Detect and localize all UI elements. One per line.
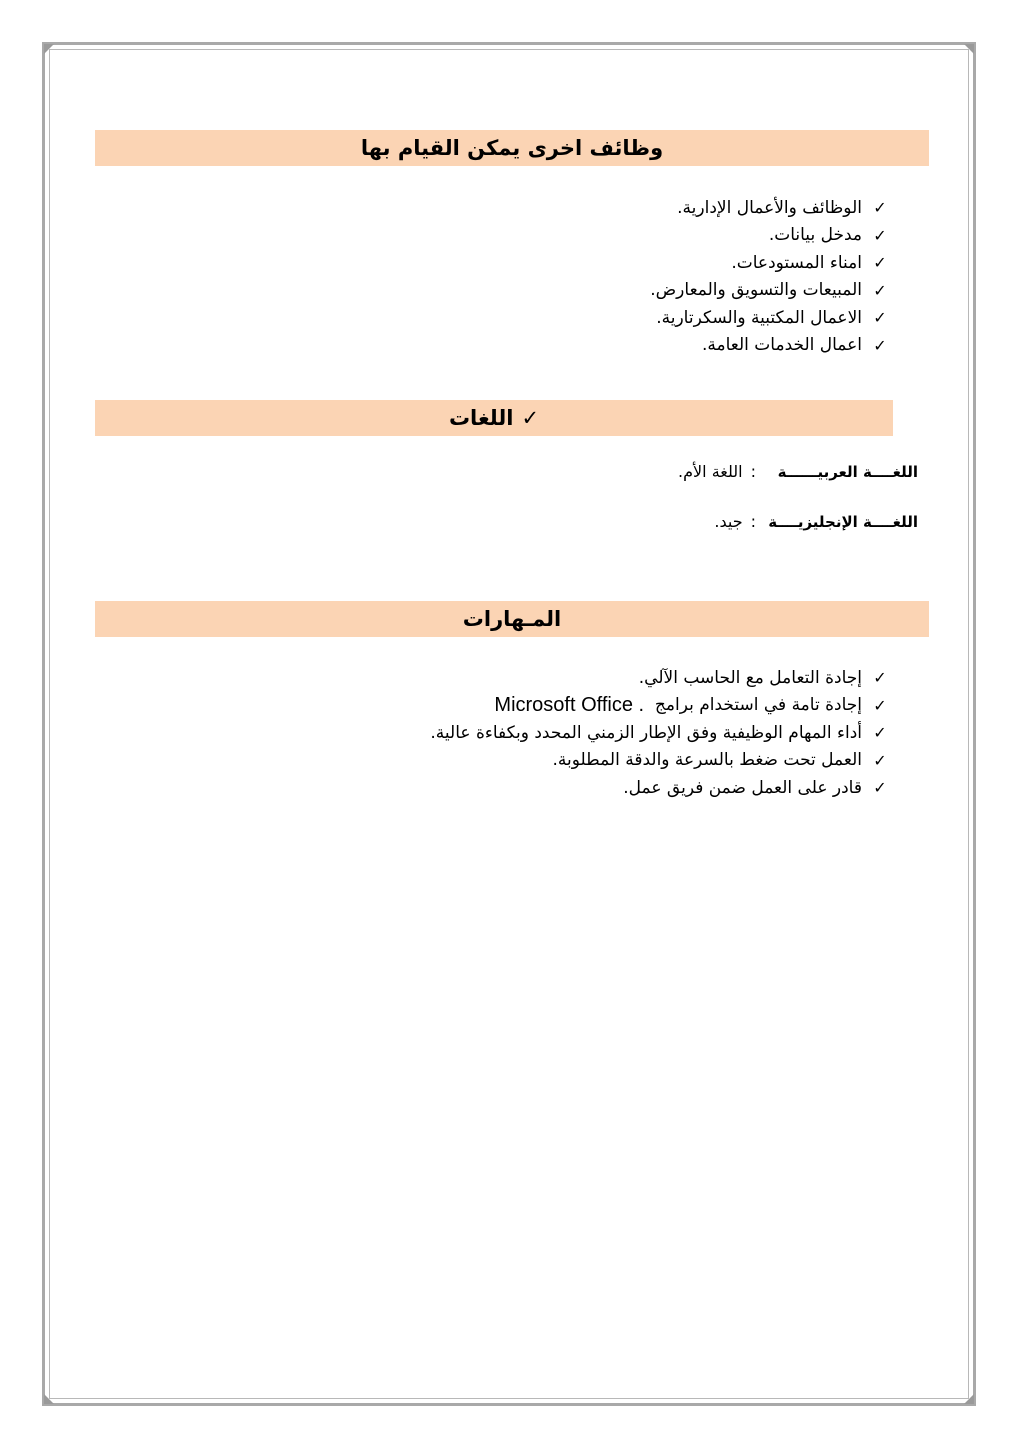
check-icon: ✓ bbox=[521, 406, 540, 430]
section-title: اللغات bbox=[448, 406, 514, 430]
list-item: ✓ العمل تحت ضغط بالسرعة والدقة المطلوبة. bbox=[552, 750, 887, 771]
section-header-other-jobs bbox=[95, 130, 929, 166]
check-icon: ✓ bbox=[873, 668, 887, 688]
language-row-english bbox=[714, 512, 918, 531]
language-row-arabic bbox=[678, 462, 918, 481]
check-icon: ✓ bbox=[873, 695, 887, 715]
section-title: وظائف اخرى يمكن القيام بها bbox=[360, 136, 664, 160]
check-icon: ✓ bbox=[873, 778, 887, 798]
corner-ornament-icon bbox=[44, 44, 54, 54]
check-icon: ✓ bbox=[873, 723, 887, 743]
language-level: جيد. bbox=[714, 512, 743, 531]
corner-ornament-icon bbox=[964, 44, 974, 54]
corner-ornament-icon bbox=[44, 1394, 54, 1404]
list-item: ✓ أداء المهام الوظيفية وفق الإطار الزمني المحدد وبكفاءة عالية. bbox=[430, 722, 887, 743]
section-header-languages bbox=[95, 400, 893, 436]
language-name: اللغــــة العربيــــــة bbox=[777, 462, 918, 481]
check-icon: ✓ bbox=[873, 335, 887, 355]
section-header-skills bbox=[95, 601, 929, 637]
check-icon: ✓ bbox=[873, 280, 887, 300]
check-icon: ✓ bbox=[873, 253, 887, 273]
other-jobs-list bbox=[650, 194, 888, 359]
section-title: المـهارات bbox=[462, 607, 562, 631]
check-icon: ✓ bbox=[873, 750, 887, 770]
list-item: ✓ امناء المستودعات. bbox=[731, 252, 887, 273]
list-item: ✓ الوظائف والأعمال الإدارية. bbox=[677, 197, 887, 218]
language-name: اللغــــة الإنجليزيــــة bbox=[768, 512, 918, 531]
list-item: ✓ إجادة تامة في استخدام برامج Microsoft Office . bbox=[494, 693, 887, 716]
check-icon: ✓ bbox=[873, 225, 887, 245]
separator: : bbox=[750, 462, 756, 481]
list-item: ✓ إجادة التعامل مع الحاسب الآلي. bbox=[638, 667, 887, 688]
list-item: ✓ المبيعات والتسويق والمعارض. bbox=[650, 280, 887, 301]
language-level: اللغة الأم. bbox=[678, 462, 743, 481]
list-item: ✓ اعمال الخدمات العامة. bbox=[701, 335, 887, 356]
check-icon: ✓ bbox=[873, 198, 887, 218]
separator: : bbox=[750, 512, 756, 531]
list-item: ✓ مدخل بيانات. bbox=[768, 225, 887, 246]
corner-ornament-icon bbox=[964, 1394, 974, 1404]
list-item: ✓ الاعمال المكتبية والسكرتارية. bbox=[656, 307, 887, 328]
list-item: ✓ قادر على العمل ضمن فريق عمل. bbox=[623, 777, 887, 798]
skills-list bbox=[430, 664, 888, 802]
check-icon: ✓ bbox=[873, 308, 887, 328]
software-name: Microsoft Office . bbox=[494, 693, 645, 716]
